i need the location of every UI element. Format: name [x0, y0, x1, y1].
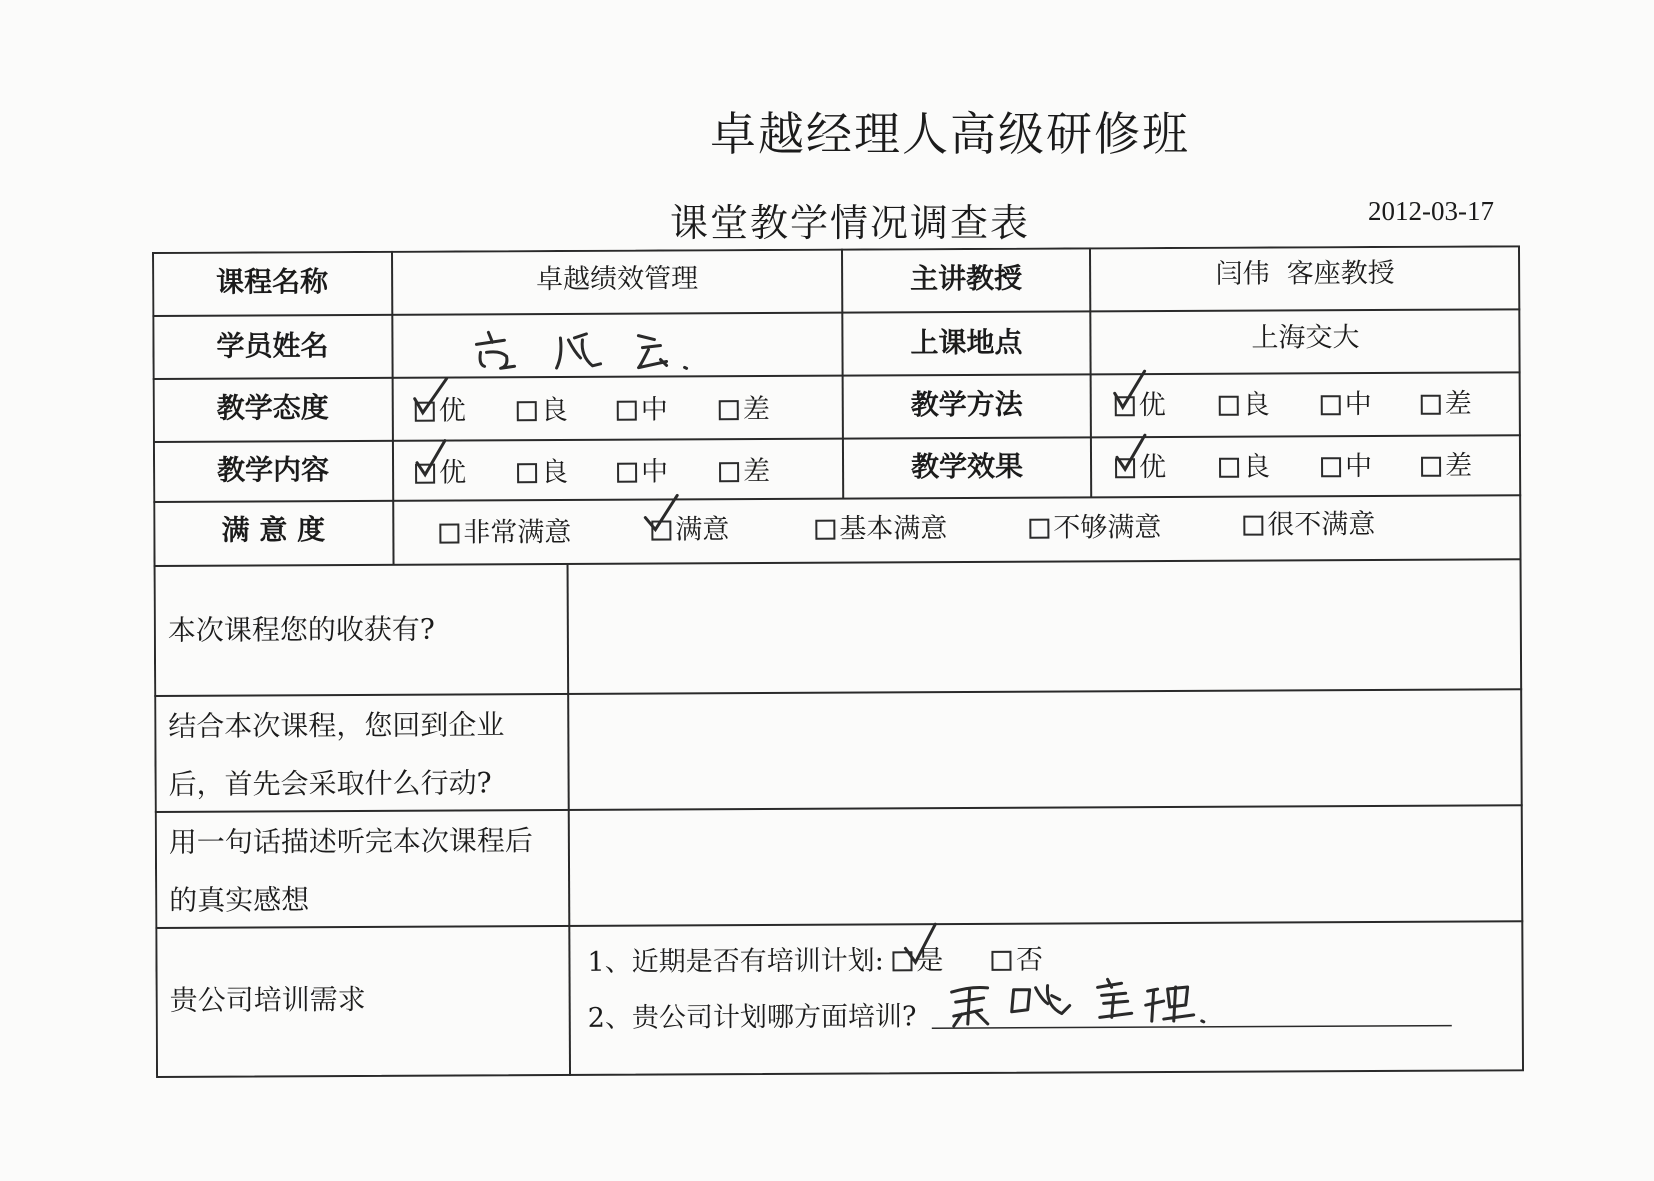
row-line-3 [153, 435, 1521, 442]
satisfaction-option-satisfied[interactable]: 满意 [651, 507, 729, 546]
satisfaction-checkmark-icon [641, 491, 691, 537]
training-plan-question: 1、近期是否有培训计划: 是 否 [587, 944, 1044, 978]
method-checkmark-icon [1109, 367, 1159, 413]
training-plan-yes[interactable]: 是 [892, 945, 943, 976]
teaching-content-label: 教学内容 [216, 453, 330, 487]
training-plan-checkmark-icon [899, 920, 949, 970]
satisfaction-option-basically-satisfied[interactable]: 基本满意 [815, 506, 947, 546]
checkbox-icon [1029, 519, 1049, 539]
attitude-checkmark-icon [409, 375, 459, 419]
content-option-fair[interactable]: 中 [617, 449, 668, 488]
checkbox-icon [719, 462, 739, 482]
question-training-needs: 贵公司培训需求 [169, 982, 366, 1017]
checkbox-icon [1321, 395, 1341, 415]
effect-checkmark-icon [1111, 431, 1161, 477]
checkbox-icon [719, 400, 739, 420]
checkbox-icon [1243, 516, 1263, 536]
answer-gain-area[interactable] [570, 561, 1521, 692]
question-feeling: 用一句话描述听完本次课程后的真实感想 [168, 824, 533, 917]
method-option-poor[interactable]: 差 [1421, 382, 1472, 421]
effect-option-poor[interactable]: 差 [1421, 444, 1472, 483]
checkbox-icon [1321, 457, 1341, 477]
answer-action-area[interactable] [570, 691, 1521, 808]
checkbox-icon [617, 463, 637, 483]
attitude-option-fair[interactable]: 中 [617, 387, 668, 426]
training-area-handwriting[interactable] [931, 964, 1451, 1037]
teaching-effect-label: 教学效果 [910, 449, 1024, 484]
checkbox-icon [1219, 396, 1239, 416]
survey-date: 2012-03-17 [1368, 196, 1494, 226]
survey-form [152, 245, 1526, 1080]
row-line-4 [153, 495, 1521, 502]
row-line-1 [152, 309, 1520, 316]
teaching-attitude-label: 教学态度 [216, 391, 329, 425]
question-action: 结合本次课程，您回到企业后，首先会采取什么行动? [168, 708, 505, 801]
question-gain: 本次课程您的收获有? [167, 612, 435, 647]
checkbox-icon [517, 401, 537, 421]
checkbox-icon [815, 520, 835, 540]
content-option-good[interactable]: 良 [517, 450, 568, 489]
satisfaction-label: 满 意 度 [221, 513, 326, 547]
satisfaction-option-very-unsatisfied[interactable]: 很不满意 [1243, 502, 1375, 542]
checkbox-icon [1219, 458, 1239, 478]
training-plan-no[interactable]: 否 [992, 945, 1043, 976]
course-name-label: 课程名称 [216, 265, 329, 299]
lecturer-label: 主讲教授 [910, 261, 1023, 296]
satisfaction-option-not-satisfied[interactable]: 不够满意 [1029, 505, 1161, 545]
effect-option-excellent[interactable]: 优 [1115, 445, 1166, 484]
content-option-excellent[interactable]: 优 [415, 450, 466, 489]
student-name-handwriting [470, 321, 730, 374]
training-area-underline [932, 1026, 1452, 1029]
method-option-fair[interactable]: 中 [1321, 382, 1372, 421]
training-area-question: 2、贵公司计划哪方面培训? [587, 1001, 917, 1034]
effect-option-fair[interactable]: 中 [1321, 444, 1372, 483]
attitude-option-poor[interactable]: 差 [719, 387, 770, 426]
location-value: 上海交大 [1251, 322, 1360, 354]
attitude-option-excellent[interactable]: 优 [415, 388, 466, 427]
student-name-label: 学员姓名 [216, 329, 329, 363]
lecturer-value: 闫伟 客座教授 [1215, 257, 1395, 290]
teaching-method-label: 教学方法 [910, 387, 1023, 422]
checkbox-icon [1421, 457, 1441, 477]
content-option-poor[interactable]: 差 [719, 449, 770, 488]
location-label: 上课地点 [910, 325, 1023, 360]
attitude-option-good[interactable]: 良 [517, 388, 568, 427]
checkbox-icon [439, 524, 459, 544]
row-line-2 [153, 372, 1521, 379]
satisfaction-option-very-satisfied[interactable]: 非常满意 [439, 510, 571, 550]
effect-option-good[interactable]: 良 [1219, 445, 1270, 484]
checkbox-icon [1421, 395, 1441, 415]
answer-feeling-area[interactable] [571, 807, 1522, 924]
form-title: 卓越经理人高级研修班 [710, 107, 1190, 161]
form-subtitle: 课堂教学情况调查表 [669, 201, 1030, 245]
checkbox-icon [617, 401, 637, 421]
course-name-value: 卓越绩效管理 [536, 263, 699, 296]
checkbox-icon [517, 463, 537, 483]
content-checkmark-icon [411, 434, 461, 480]
method-option-excellent[interactable]: 优 [1115, 383, 1166, 422]
method-option-good[interactable]: 良 [1219, 383, 1270, 422]
